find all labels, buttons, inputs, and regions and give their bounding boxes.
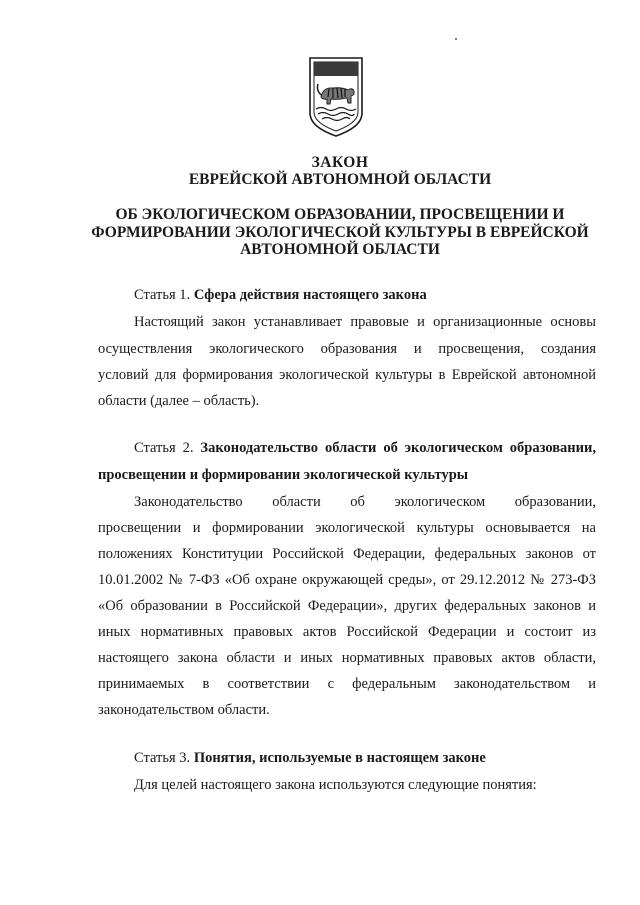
paragraph-line: просвещении и формировании экологической культуры основывается на <box>98 520 596 536</box>
tiger-coat-of-arms-icon <box>309 57 363 137</box>
article-1-heading <box>134 287 427 304</box>
paragraph-line: Для целей настоящего закона используются следующие понятия: <box>134 777 537 793</box>
paragraph-line: Законодательство области об экологическом образовании, <box>134 494 596 510</box>
article-title: Понятия, используемые в настоящем законе <box>193 750 486 766</box>
article-prefix: Статья 1. <box>134 287 191 303</box>
subject-line: ФОРМИРОВАНИИ ЭКОЛОГИЧЕСКОЙ КУЛЬТУРЫ В ЕВРЕЙСКОЙ <box>91 223 589 241</box>
article-prefix: Статья 3. <box>134 750 191 766</box>
subject-line: АВТОНОМНОЙ ОБЛАСТИ <box>240 241 440 258</box>
paragraph-line: иных нормативных правовых актов Российской Федерации и состоит из <box>98 624 596 640</box>
region-heading: ЕВРЕЙСКОЙ АВТОНОМНОЙ ОБЛАСТИ <box>188 171 492 188</box>
paragraph-line: настоящего закона области и иных нормативных правовых актов области, <box>98 650 596 666</box>
article-title-line: просвещении и формировании экологической культуры <box>98 467 469 483</box>
paragraph-line: «Об образовании в Российской Федерации», других федеральных законов и <box>98 598 596 614</box>
law-subject-title <box>60 206 620 259</box>
paragraph-line: условий для формирования экологической культуры в Еврейской автономной <box>98 367 596 383</box>
article-title: Законодательство области об экологическом образовании, <box>200 440 596 456</box>
paragraph-line: Настоящий закон устанавливает правовые и организационные основы <box>134 314 596 330</box>
paragraph-line: принимаемых в соответствии с федеральным законодательством и <box>98 676 596 692</box>
scan-speck <box>455 38 457 40</box>
paragraph-line: области (далее – область). <box>98 393 260 409</box>
law-heading: ЗАКОН <box>311 154 369 171</box>
article-prefix: Статья 2. <box>134 440 194 456</box>
paragraph-line: законодательством области. <box>98 702 270 718</box>
paragraph-line: осуществления экологического образования и просвещения, создания <box>98 341 596 357</box>
article-3-heading <box>134 750 486 767</box>
subject-line: ОБ ЭКОЛОГИЧЕСКОМ ОБРАЗОВАНИИ, ПРОСВЕЩЕНИИ И <box>115 206 565 223</box>
article-2-heading <box>134 440 596 457</box>
paragraph-line: 10.01.2002 № 7-ФЗ «Об охране окружающей среды», от 29.12.2012 № 273-ФЗ <box>98 572 596 588</box>
article-title: Сфера действия настоящего закона <box>193 287 427 303</box>
paragraph-line: положениях Конституции Российской Федерации, федеральных законов от <box>98 546 596 562</box>
